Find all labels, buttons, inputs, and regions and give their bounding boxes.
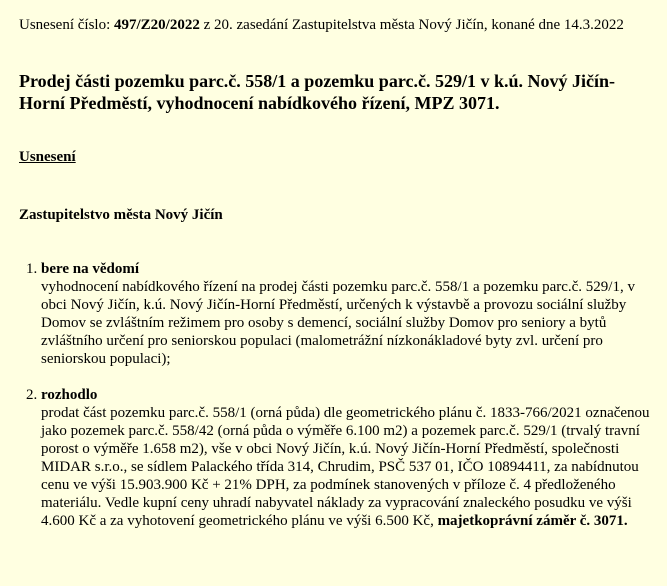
item-text: vyhodnocení nabídkového řízení na prodej části pozemku parc.č. 558/1 a pozemku parc.č. 529/1, v obci Nový Jičín, k.ú. Nový Jičín-Horní Předměstí, určených k výstavbě a provozu sociální služby Domov se zvláštním režimem pro osoby s demencí, sociální služby Domov pro seniory a bytů zvláštního určení pro seniorskou populaci (malometrážní nízkonákladové byty zvl. určení pro seniorskou populaci); (41, 279, 635, 367)
resolution-meeting-info: z 20. zasedání Zastupitelstva města Nový Jičín, konané dne 14.3.2022 (199, 17, 624, 33)
council-name: Zastupitelstvo města Nový Jičín (19, 207, 223, 223)
item-text-bold-end: majetkoprávní záměr č. 3071. (437, 513, 628, 529)
item-heading: rozhodlo (41, 387, 98, 403)
resolution-items (19, 260, 659, 530)
item-text: prodat část pozemku parc.č. 558/1 (orná půda) dle geometrického plánu č. 1833-766/2021 označenou jako pozemek parc.č. 558/42 (orná půda o výměře 6.100 m2) a pozemek parc.č. 529/1 (trvalý travní porost o výměře 1.658 m2), vše v obci Nový Jičín, k.ú. Nový Jičín-Horní Předměstí, společnosti MIDAR s.r.o., se sídlem Palackého třída 314, Chrudim, PSČ 537 01, IČO 10894411, za nabídnutou cenu ve výši 15.903.900 Kč + 21% DPH, za podmínek stanovených v příloze č. 4 předloženého materiálu. Vedle kupní ceny uhradí nabyvatel náklady za vypracování znaleckého posudku ve výši 4.600 Kč a za vyhotovení geometrického plánu ve výši 6.500 Kč, (41, 405, 650, 529)
resolution-title: Prodej části pozemku parc.č. 558/1 a pozemku parc.č. 529/1 v k.ú. Nový Jičín-Horní Předměstí, vyhodnocení nabídkového řízení, MPZ 3071. (19, 71, 615, 113)
resolution-item (41, 260, 659, 368)
resolution-number-label: Usnesení číslo: (19, 17, 114, 33)
resolution-item (41, 386, 659, 530)
resolution-document (19, 16, 659, 530)
item-heading: bere na vědomí (41, 261, 140, 277)
resolution-number: 497/Z20/2022 (114, 17, 200, 33)
item-text-wrapper (41, 404, 659, 530)
section-label: Usnesení (19, 149, 76, 165)
resolution-header (19, 16, 659, 34)
